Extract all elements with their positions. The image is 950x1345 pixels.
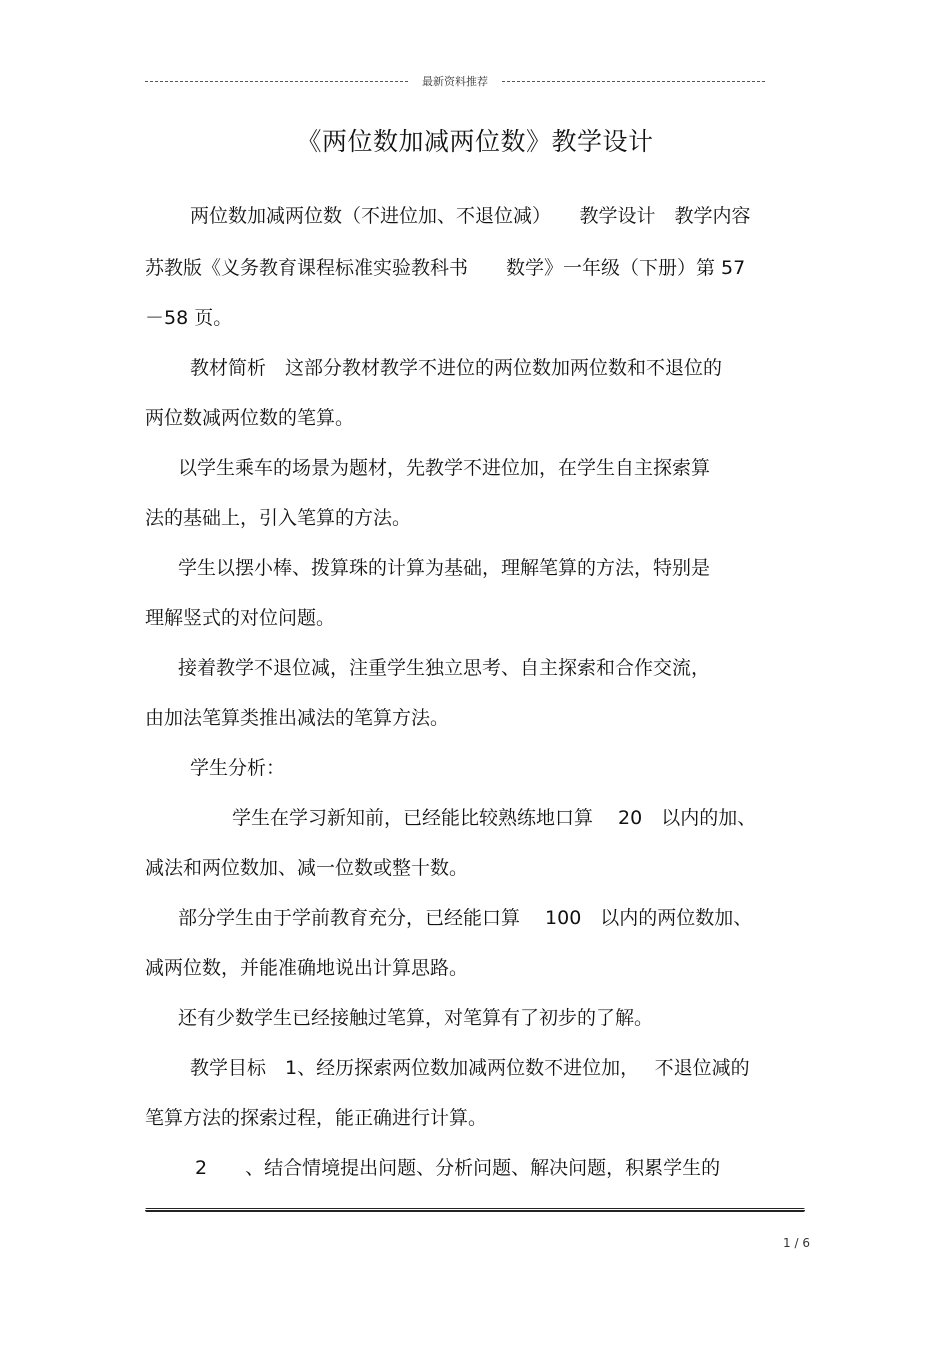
text-line: 接着教学不退位减，注重学生独立思考、自主探索和合作交流， bbox=[178, 657, 711, 679]
text-line: 减法和两位数加、减一位数或整十数。 bbox=[145, 857, 469, 879]
text-line: 教材简析 这部分教材教学不进位的两位数加两位数和不退位的 bbox=[190, 357, 723, 379]
text-line: 理解竖式的对位问题。 bbox=[145, 607, 336, 629]
text-line: 教学目标 1、经历探索两位数加减两位数不进位加， 不退位减的 bbox=[190, 1057, 750, 1079]
document-title: 《两位数加减两位数》教学设计 bbox=[296, 127, 654, 156]
text-line: 笔算方法的探索过程，能正确进行计算。 bbox=[145, 1107, 488, 1129]
text-line: 学生以摆小棒、拨算珠的计算为基础，理解笔算的方法，特别是 bbox=[178, 557, 711, 579]
text-line: 2 、结合情境提出问题、分析问题、解决问题，积累学生的 bbox=[195, 1157, 721, 1179]
text-line: 苏教版《义务教育课程标准实验教科书 数学》一年级（下册）第 57 bbox=[145, 257, 746, 279]
text-line: －58 页。 bbox=[145, 307, 233, 329]
text-line: 学生在学习新知前，已经能比较熟练地口算 20 以内的加、 bbox=[232, 807, 757, 829]
header-dash-left bbox=[145, 81, 408, 82]
text-line: 法的基础上，引入笔算的方法。 bbox=[145, 507, 412, 529]
text-line: 以学生乘车的场景为题材，先教学不进位加，在学生自主探索算 bbox=[178, 457, 711, 479]
header-text: 最新资料推荐 bbox=[422, 75, 488, 88]
page-header bbox=[145, 70, 765, 92]
text-line: 减两位数，并能准确地说出计算思路。 bbox=[145, 957, 469, 979]
text-line: 学生分析： bbox=[190, 757, 286, 779]
text-line: 还有少数学生已经接触过笔算，对笔算有了初步的了解。 bbox=[178, 1007, 654, 1029]
header-dash-right bbox=[502, 81, 765, 82]
text-line: 两位数减两位数的笔算。 bbox=[145, 407, 355, 429]
text-line: 由加法笔算类推出减法的笔算方法。 bbox=[145, 707, 450, 729]
page-number: 1 / 6 bbox=[783, 1236, 810, 1250]
text-line: 两位数加减两位数（不进位加、不退位减） 教学设计 教学内容 bbox=[190, 205, 751, 227]
text-line: 部分学生由于学前教育充分，已经能口算 100 以内的两位数加、 bbox=[178, 907, 753, 929]
footer-rule bbox=[145, 1208, 805, 1212]
